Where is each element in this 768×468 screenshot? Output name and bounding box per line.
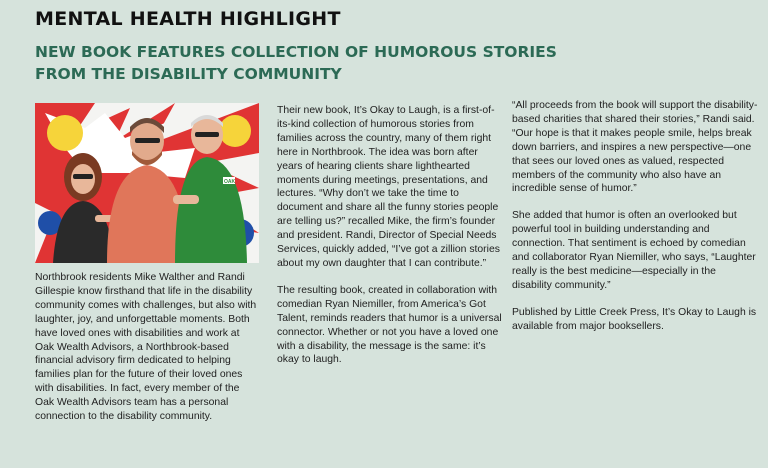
- paragraph: “All proceeds from the book will support the disability-based charities that shared their stories,” Randi said. “Our hope is that it makes people smile, helps break down barriers, and inspires a new perspective—one that sees our loved ones as valued, respected members of the community who also have an incredible sense of humor.”: [512, 100, 758, 195]
- paragraph: She added that humor is often an overlooked but powerful tool in building understanding and connection. That sentiment is echoed by comedian and collaborator Ryan Niemiller, who says, “Laughter really is the best medicine—especially in the disability community.”: [512, 210, 756, 291]
- article-photo: [35, 103, 259, 263]
- comic-burst-photo: [35, 103, 259, 263]
- paragraph: Northbrook residents Mike Walther and Randi Gillespie know firsthand that life in the disability community comes with challenges, but also with laughter, joy, and unforgettable moments. Both have loved ones with disabilities and work at Oak Wealth Advisors, a Northbrook-based financial advisory firm dedicated to helping families plan for the future of their loved ones with disabilities. In fact, every member of the Oak Wealth Advisors team has a personal connection to the disability community.: [35, 272, 257, 423]
- paragraph: Published by Little Creek Press, It’s Okay to Laugh is available from major booksellers.: [512, 306, 757, 332]
- article-column-3: [512, 99, 758, 347]
- paragraph: Their new book, It’s Okay to Laugh, is a first-of-its-kind collection of humorous stories from families across the country, many of them right here in Northbrook. The idea was born after years of hearing clients share lighthearted moments during meetings, presentations, and lectures. “Why don’t we take the time to document and share all the funny stories people are telling us?” recalled Mike, the firm’s founder and president. Randi, Director of Special Needs Services, quickly added, “I’ve got a zillion stories about my own daughter that I can contribute.”: [277, 105, 500, 269]
- article-column-2: [277, 104, 505, 380]
- shirt-logo-text: OAK: [224, 179, 236, 185]
- article-headline: NEW BOOK FEATURES COLLECTION OF HUMOROUS STORIES FROM THE DISABILITY COMMUNITY: [35, 43, 557, 83]
- section-label: MENTAL HEALTH HIGHLIGHT: [35, 8, 341, 30]
- paragraph: The resulting book, created in collaboration with comedian Ryan Niemiller, from America’s Got Talent, reminds readers that humor is a universal connector. Whether or not you have a loved one with a disability, the message is the same: it’s okay to laugh.: [277, 284, 502, 366]
- article-column-1: [35, 271, 259, 437]
